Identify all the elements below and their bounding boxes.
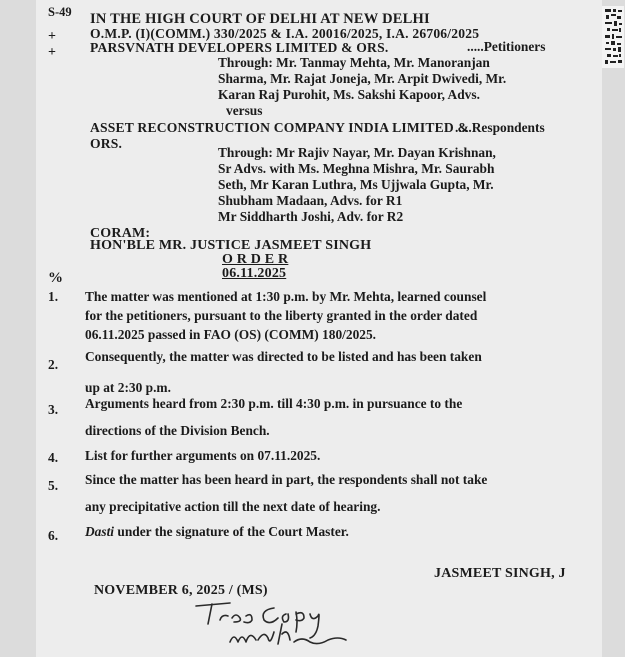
respondent-counsel-line-1: Through: Mr Rajiv Nayar, Mr. Dayan Krishnan, <box>218 145 496 160</box>
paragraph <box>85 446 593 465</box>
respondent-counsel-line-4: Shubham Madaan, Advs. for R1 <box>218 193 403 208</box>
paragraph <box>85 287 593 344</box>
paragraph-line: any precipitative action till the next date of hearing. <box>85 499 381 514</box>
paragraph-number: 1. <box>48 289 59 304</box>
paragraph-line: for the petitioners, pursuant to the liberty granted in the order dated <box>85 308 478 323</box>
plus-mark-1: + <box>48 29 56 44</box>
plus-mark-2: + <box>48 45 56 60</box>
petitioner-name: PARSVNATH DEVELOPERS LIMITED & ORS. <box>90 40 389 55</box>
date-footer: NOVEMBER 6, 2025 / (MS) <box>94 583 268 598</box>
paragraph-line: Arguments heard from 2:30 p.m. till 4:30 p.m. in pursuance to the <box>85 396 463 411</box>
petitioner-counsel-line-2: Sharma, Mr. Rajat Joneja, Mr. Arpit Dwivedi, Mr. <box>218 71 507 86</box>
signatory-name: JASMEET SINGH, J <box>434 566 566 581</box>
stamp-barcode-icon <box>602 6 624 68</box>
respondent-name-line-2: ORS. <box>90 136 123 151</box>
paragraph-number: 3. <box>48 402 59 417</box>
paragraph-line: directions of the Division Bench. <box>85 423 270 438</box>
respondent-name-line-1: ASSET RECONSTRUCTION COMPANY INDIA LIMITED & <box>90 120 470 135</box>
handwritten-signature-icon <box>190 598 380 654</box>
order-date: 06.11.2025 <box>222 266 287 281</box>
paragraph-line: Since the matter has been heard in part, the respondents shall not take <box>85 472 488 487</box>
petitioner-role: .....Petitioners <box>467 39 546 54</box>
respondent-role: .....Respondents <box>455 120 545 135</box>
paragraph-line: Consequently, the matter was directed to be listed and has been taken <box>85 349 482 364</box>
respondent-counsel-line-3: Seth, Mr Karan Luthra, Ms Ujjwala Gupta, Mr. <box>218 177 494 192</box>
paragraph-number: 5. <box>48 478 59 493</box>
paragraph <box>85 347 593 397</box>
versus-label: versus <box>226 103 263 118</box>
paragraph-line: 06.11.2025 passed in FAO (OS) (COMM) 180/2025. <box>85 327 376 342</box>
judge-name: HON'BLE MR. JUSTICE JASMEET SINGH <box>90 238 372 253</box>
paragraph <box>85 470 593 516</box>
paragraph <box>85 394 593 440</box>
dasti-word: Dasti <box>85 524 115 539</box>
paragraph-line: Dasti under the signature of the Court Master. <box>85 524 349 539</box>
item-number: S-49 <box>48 5 72 19</box>
paragraph-line: up at 2:30 p.m. <box>85 380 171 395</box>
paragraph-number: 6. <box>48 528 59 543</box>
coram-label: CORAM: <box>90 226 151 241</box>
respondent-counsel-line-2: Sr Advs. with Ms. Meghna Mishra, Mr. Saurabh <box>218 161 495 176</box>
order-title: O R D E R <box>222 252 289 267</box>
paragraph-line: The matter was mentioned at 1:30 p.m. by Mr. Mehta, learned counsel <box>85 289 487 304</box>
petitioner-counsel-line-3: Karan Raj Purohit, Ms. Sakshi Kapoor, Advs. <box>218 87 480 102</box>
paragraph-line: List for further arguments on 07.11.2025. <box>85 448 321 463</box>
percent-mark: % <box>48 270 63 286</box>
respondent-counsel-line-5: Mr Siddharth Joshi, Adv. for R2 <box>218 209 404 224</box>
paragraph <box>85 522 593 541</box>
paragraph-number: 2. <box>48 357 59 372</box>
case-number: O.M.P. (I)(COMM.) 330/2025 & I.A. 20016/2025, I.A. 26706/2025 <box>90 26 480 41</box>
paragraph-number: 4. <box>48 450 59 465</box>
court-title: IN THE HIGH COURT OF DELHI AT NEW DELHI <box>90 11 430 27</box>
petitioner-counsel-line-1: Through: Mr. Tanmay Mehta, Mr. Manoranjan <box>218 55 490 70</box>
